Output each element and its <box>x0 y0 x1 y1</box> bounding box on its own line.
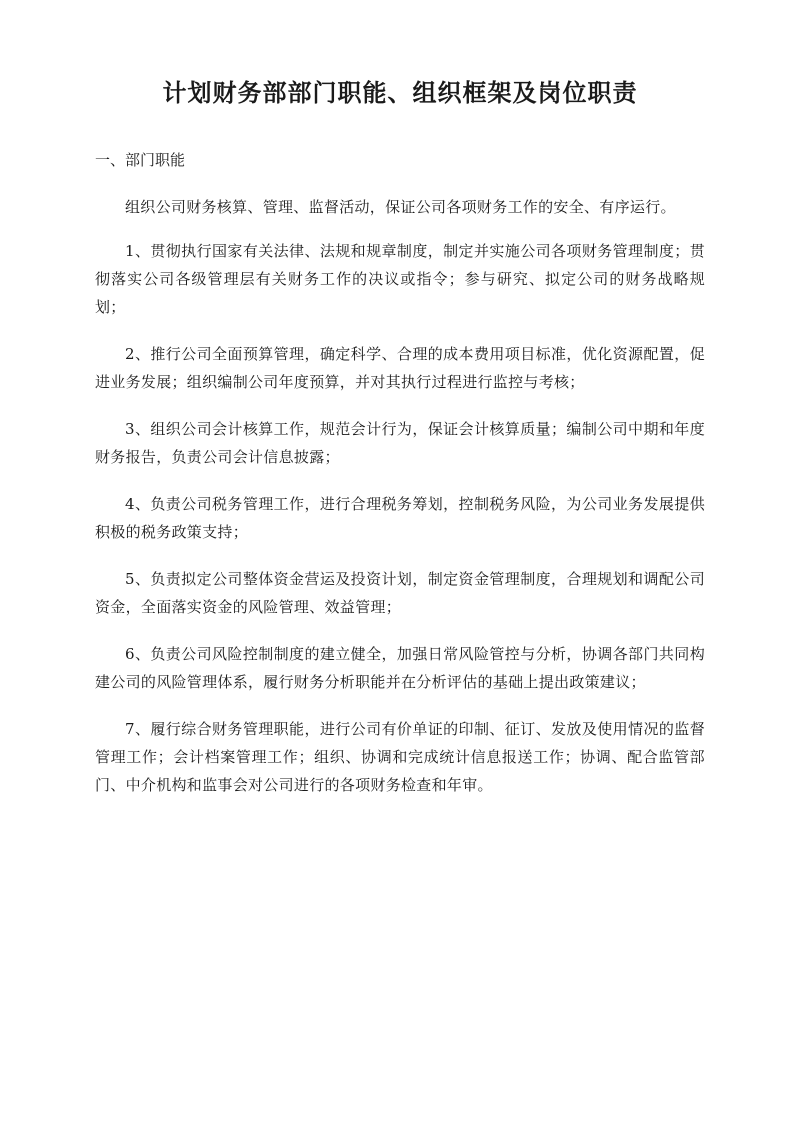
function-item-2: 2、推行公司全面预算管理，确定科学、合理的成本费用项目标准，优化资源配置，促进业务发展；组织编制公司年度预算，并对其执行过程进行监控与考核； <box>95 345 705 391</box>
document-title: 计划财务部部门职能、组织框架及岗位职责 <box>162 79 638 107</box>
section-heading-department-functions: 一、部门职能 <box>95 151 186 169</box>
section-intro-paragraph: 组织公司财务核算、管理、监督活动，保证公司各项财务工作的安全、有序运行。 <box>125 198 676 216</box>
function-item-7: 7、履行综合财务管理职能，进行公司有价单证的印制、征订、发放及使用情况的监督管理工作；会计档案管理工作；组织、协调和完成统计信息报送工作；协调、配合监管部门、中介机构和监事会对公司进行的各项财务检查和年审。 <box>95 720 705 794</box>
function-item-1: 1、贯彻执行国家有关法律、法规和规章制度，制定并实施公司各项财务管理制度；贯彻落实公司各级管理层有关财务工作的决议或指令；参与研究、拟定公司的财务战略规划； <box>95 242 705 316</box>
function-item-3: 3、组织公司会计核算工作，规范会计行为，保证会计核算质量；编制公司中期和年度财务报告，负责公司会计信息披露； <box>95 420 705 466</box>
function-item-4: 4、负责公司税务管理工作，进行合理税务筹划，控制税务风险，为公司业务发展提供积极的税务政策支持； <box>95 495 705 541</box>
function-item-6: 6、负责公司风险控制制度的建立健全，加强日常风险管控与分析，协调各部门共同构建公司的风险管理体系，履行财务分析职能并在分析评估的基础上提出政策建议； <box>95 645 705 691</box>
function-item-5: 5、负责拟定公司整体资金营运及投资计划，制定资金管理制度，合理规划和调配公司资金，全面落实资金的风险管理、效益管理； <box>95 570 705 616</box>
section-body <box>95 193 705 818</box>
